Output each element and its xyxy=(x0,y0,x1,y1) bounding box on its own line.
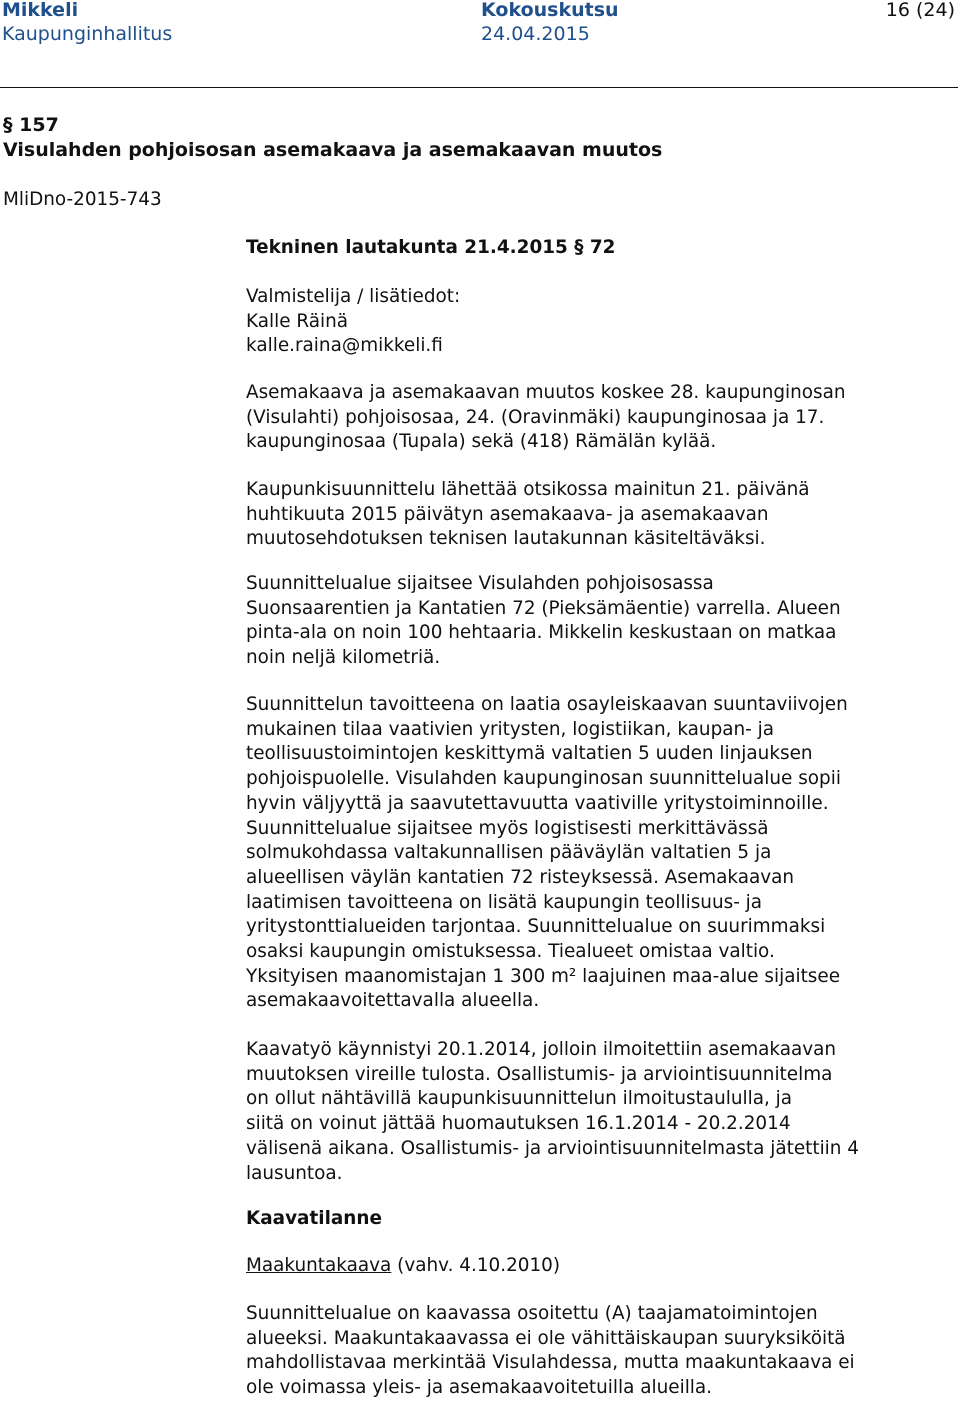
committee-name: Tekninen lautakunta 21.4.2015 xyxy=(246,237,568,258)
paragraph-goals xyxy=(246,693,946,1014)
paragraph-submission xyxy=(246,478,946,552)
text-line: osaksi kaupungin omistuksessa. Tiealueet omistaa valtio. xyxy=(246,941,775,963)
record-id: MliDno-2015-743 xyxy=(3,189,162,210)
text-line: pinta-ala on noin 100 hehtaaria. Mikkelin keskustaan on matkaa xyxy=(246,622,837,644)
text-line: mahdollistavaa merkintää Visulahdessa, mutta maakuntakaava ei xyxy=(246,1352,855,1374)
text-line: kaupunginosaa (Tupala) sekä (418) Rämälän kylää. xyxy=(246,431,717,453)
regional-plan-link[interactable]: Maakuntakaava xyxy=(246,1255,392,1276)
section-number xyxy=(3,114,59,136)
text-line: Kaupunkisuunnittelu lähettää otsikossa mainitun 21. päivänä xyxy=(246,479,810,500)
subheading-regional-plan xyxy=(246,1255,560,1276)
paragraph-location xyxy=(246,572,946,671)
paragraph-area-scope xyxy=(246,381,946,455)
preparer-email: kalle.raina@mikkeli.fi xyxy=(246,335,443,356)
document-type: Kokouskutsu xyxy=(481,0,619,21)
text-line: Suunnittelualue sijaitsee myös logistisesti merkittävässä xyxy=(246,817,769,839)
text-line: välisenä aikana. Osallistumis- ja arviointisuunnitelmasta jätettiin 4 xyxy=(246,1137,859,1159)
text-line: teollisuustoimintojen keskittymä valtatien 5 uuden linjauksen xyxy=(246,743,813,765)
text-line: Suonsaarentien ja Kantatien 72 (Pieksämäentie) varrella. Alueen xyxy=(246,597,841,619)
section-number-value: 157 xyxy=(19,114,59,136)
text-line: muutoksen vireille tulosta. Osallistumis- ja arviointisuunnitelma xyxy=(246,1063,833,1085)
text-line: muutosehdotuksen teknisen lautakunnan käsiteltäväksi. xyxy=(246,528,766,550)
text-line: hyvin väljyyttä ja saavutettavuutta vaativille yritystoiminnoille. xyxy=(246,792,829,814)
heading-plan-status: Kaavatilanne xyxy=(246,1208,382,1229)
text-line: siitä on voinut jättää huomautuksen 16.1.2014 - 20.2.2014 xyxy=(246,1113,791,1135)
committee-line xyxy=(246,237,615,258)
board-name: Kaupunginhallitus xyxy=(2,23,173,45)
preparer-label: Valmistelija / lisätiedot: xyxy=(246,286,461,307)
committee-section-number: 72 xyxy=(589,237,616,258)
preparer-block xyxy=(246,285,460,359)
text-line: solmukohdassa valtakunnallisen pääväylän valtatien 5 ja xyxy=(246,842,772,864)
text-line: Suunnittelualue sijaitsee Visulahden pohjoisosassa xyxy=(246,573,714,594)
section-symbol: § xyxy=(3,114,13,136)
text-line: Kaavatyö käynnistyi 20.1.2014, jolloin ilmoitettiin asemakaavan xyxy=(246,1039,837,1060)
text-line: Suunnittelun tavoitteena on laatia osayleiskaavan suuntaviivojen xyxy=(246,694,848,715)
text-line: Asemakaava ja asemakaavan muutos koskee 28. kaupunginosan xyxy=(246,382,846,403)
text-line: mukainen tilaa vaativien yritysten, logistiikan, kaupan- ja xyxy=(246,718,775,740)
text-line: alueellisen väylän kantatien 72 risteyksessä. Asemakaavan xyxy=(246,866,795,888)
text-line: asemakaavoitettavalla alueella. xyxy=(246,990,540,1012)
municipality-name: Mikkeli xyxy=(2,0,79,21)
text-line: on ollut nähtävillä kaupunkisuunnittelun ilmoitustaululla, ja xyxy=(246,1088,793,1110)
text-line: (Visulahti) pohjoisosaa, 24. (Oravinmäki) kaupunginosaa ja 17. xyxy=(246,406,825,428)
header-divider xyxy=(0,87,958,88)
meeting-date: 24.04.2015 xyxy=(481,23,590,45)
text-line: pohjoispuolelle. Visulahden kaupunginosan suunnittelualue sopii xyxy=(246,768,841,790)
regional-plan-date: (vahv. 4.10.2010) xyxy=(391,1255,561,1276)
section-title: Visulahden pohjoisosan asemakaava ja asemakaavan muutos xyxy=(3,139,663,161)
text-line: Yksityisen maanomistajan 1 300 m² laajuinen maa-alue sijaitsee xyxy=(246,965,841,987)
paragraph-process xyxy=(246,1038,946,1186)
text-line: Suunnittelualue on kaavassa osoitettu (A) taajamatoimintojen xyxy=(246,1303,818,1324)
text-line: alueeksi. Maakuntakaavassa ei ole vähittäiskaupan suuryksiköitä xyxy=(246,1327,846,1349)
text-line: lausuntoa. xyxy=(246,1162,343,1184)
text-line: yritystonttialueiden tarjontaa. Suunnittelualue on suurimmaksi xyxy=(246,916,826,938)
text-line: laatimisen tavoitteena on lisätä kaupungin teollisuus- ja xyxy=(246,891,763,913)
text-line: huhtikuuta 2015 päivätyn asemakaava- ja asemakaavan xyxy=(246,503,769,525)
committee-section-symbol: § xyxy=(574,237,584,258)
paragraph-regional-plan xyxy=(246,1302,946,1401)
preparer-name: Kalle Räinä xyxy=(246,310,349,332)
page-number: 16 (24) xyxy=(885,0,955,21)
text-line: ole voimassa yleis- ja asemakaavoitetuilla alueilla. xyxy=(246,1377,713,1399)
text-line: noin neljä kilometriä. xyxy=(246,647,441,669)
